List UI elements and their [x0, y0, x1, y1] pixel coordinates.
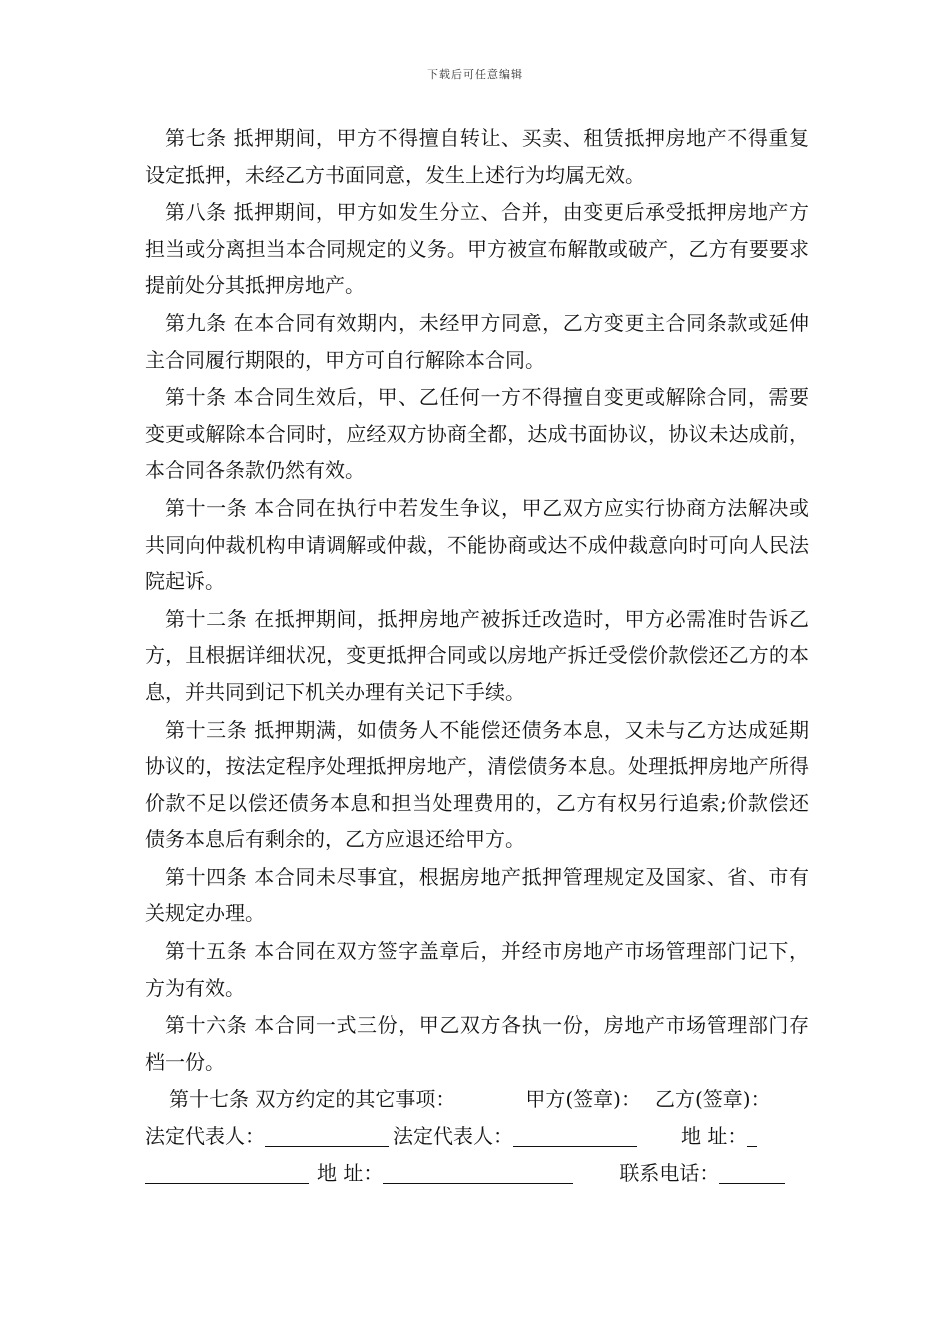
clause-10: 第十条 本合同生效后，甲、乙任何一方不得擅自变更或解除合同，需要变更或解除本合同时，应经双方协商全都，达成书面协议，协议未达成前，本合同各条款仍然有效。	[145, 385, 809, 483]
rep-a-blank	[265, 1124, 389, 1147]
rep-b-label: 法定代表人：	[393, 1124, 513, 1149]
clause-8: 第八条 抵押期间，甲方如发生分立、合并，由变更后承受抵押房地产方担当或分离担当本合同规定的义务。甲方被宣布解散或破产，乙方有要要求提前处分其抵押房地产。	[145, 200, 809, 298]
clause-16: 第十六条 本合同一式三份，甲乙双方各执一份，房地产市场管理部门存档一份。	[145, 1013, 809, 1074]
signature-line-2	[145, 1118, 809, 1155]
clause-14: 第十四条 本合同未尽事宜，根据房地产抵押管理规定及国家、省、市有关规定办理。	[145, 864, 809, 926]
party-a-seal-label: 甲方(签章)：	[525, 1087, 641, 1112]
clause-12: 第十二条 在抵押期间，抵押房地产被拆迁改造时，甲方必需准时告诉乙方，且根据详细状况，变更抵押合同或以房地产拆迁受偿价款偿还乙方的本息，并共同到记下机关办理有关记下手续。	[145, 606, 809, 704]
address-b-blank	[383, 1161, 573, 1184]
clause-17-label: 第十七条 双方约定的其它事项：	[169, 1087, 456, 1112]
signature-line-3	[145, 1155, 809, 1192]
clause-13: 第十三条 抵押期满，如债务人不能偿还债务本息，又未与乙方达成延期协议的，按法定程序处理抵押房地产，清偿债务本息。处理抵押房地产所得价款不足以偿还债务本息和担当处理费用的，乙方有权另行追索;价款偿还债务本息后有剩余的，乙方应退还给甲方。	[145, 717, 809, 852]
clause-7: 第七条 抵押期间，甲方不得擅自转让、买卖、租赁抵押房地产不得重复设定抵押，未经乙方书面同意，发生上述行为均属无效。	[145, 126, 809, 187]
address-b-label: 地 址：	[317, 1160, 384, 1185]
party-b-seal-label: 乙方(签章)：	[654, 1087, 771, 1112]
contract-body	[145, 120, 809, 1191]
address-a-blank-start	[747, 1124, 757, 1147]
rep-a-label: 法定代表人：	[145, 1124, 265, 1149]
clause-9: 第九条 在本合同有效期内，未经甲方同意，乙方变更主合同条款或延伸主合同履行期限的，甲方可自行解除本合同。	[145, 310, 809, 372]
address-a-label: 地 址：	[681, 1124, 748, 1149]
page-header-note: 下载后可任意编辑	[427, 68, 523, 81]
rep-b-blank	[513, 1124, 637, 1147]
phone-label: 联系电话：	[619, 1160, 720, 1185]
signature-block	[145, 1081, 809, 1191]
phone-blank	[719, 1161, 785, 1184]
signature-line-1	[145, 1081, 809, 1118]
clause-15: 第十五条 本合同在双方签字盖章后，并经市房地产市场管理部门记下，方为有效。	[145, 939, 809, 1000]
clause-11: 第十一条 本合同在执行中若发生争议，甲乙双方应实行协商方法解决或共同向仲裁机构申请调解或仲裁，不能协商或达不成仲裁意向时可向人民法院起诉。	[145, 495, 809, 594]
address-a-blank	[145, 1161, 309, 1184]
